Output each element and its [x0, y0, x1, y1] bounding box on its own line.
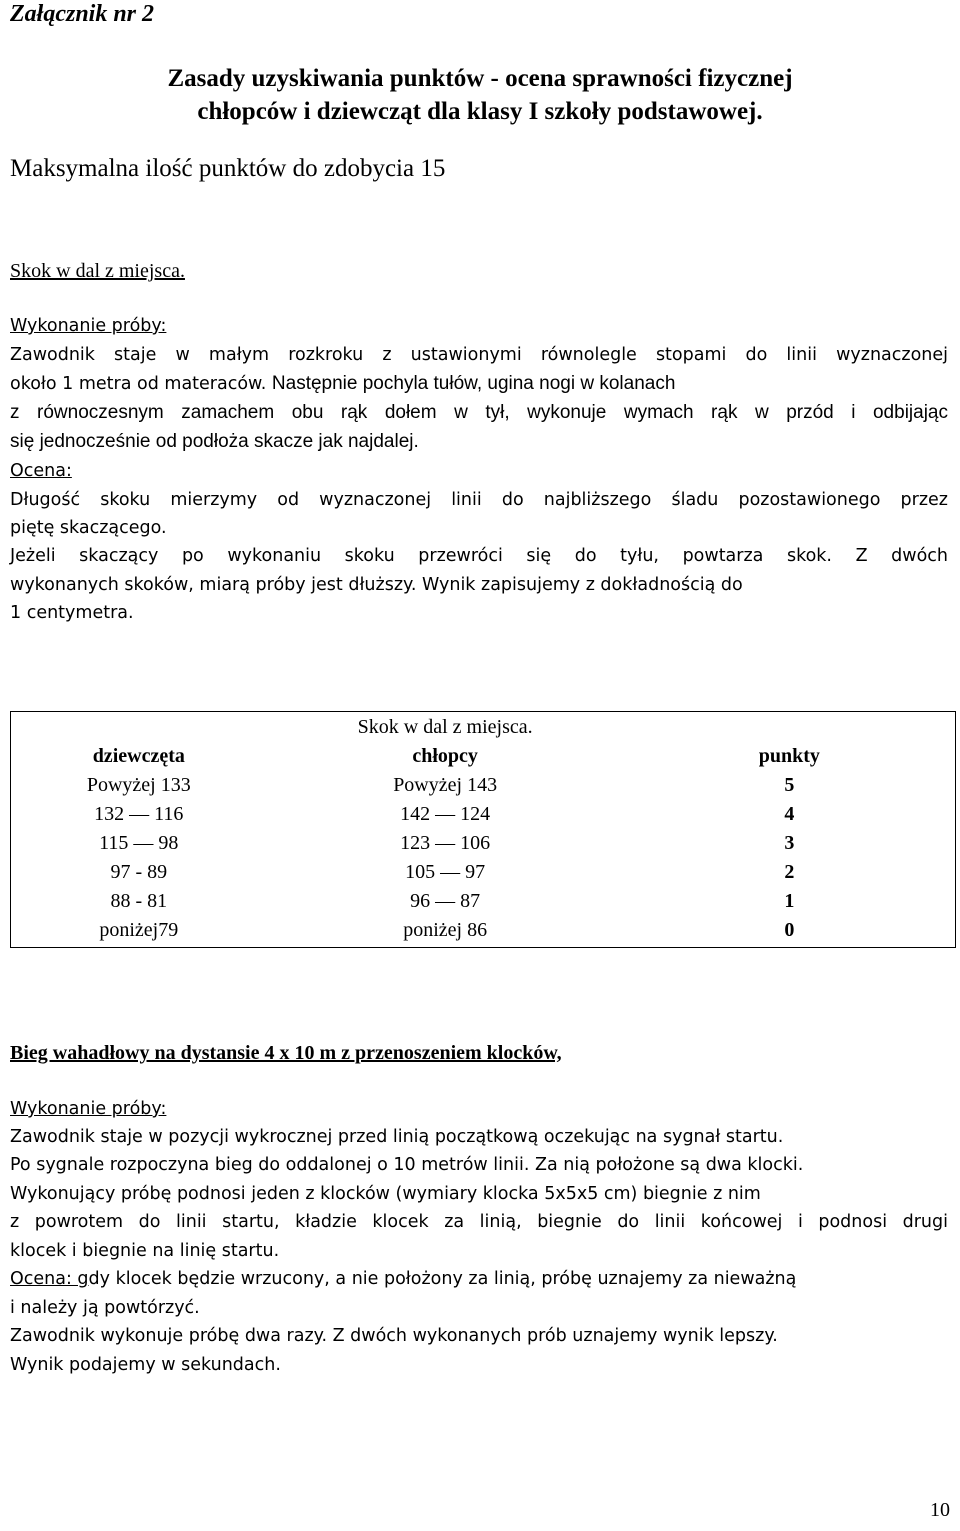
evaluation-line: Zawodnik wykonuje próbę dwa razy. Z dwóch wykonanych prób uznajemy wynik lepszy. — [10, 1326, 778, 1346]
procedure-label — [10, 1097, 166, 1121]
procedure-line-part: około 1 metra od materaców. — [10, 374, 267, 394]
table-caption-row — [11, 712, 956, 743]
procedure-line: Wykonujący próbę podnosi jeden z klocków (wymiary klocka 5x5x5 cm) biegnie z nim — [10, 1184, 761, 1204]
cell-points: 5 — [784, 774, 795, 796]
procedure-line: z powrotem do linii startu, kładzie klocek za linią, biegnie do linii końcowej i podnosi drugi — [10, 1212, 948, 1232]
evaluation-line: piętę skaczącego. — [10, 518, 167, 538]
cell-girls: Powyżej 133 — [86, 774, 191, 796]
cell-boys: Powyżej 143 — [393, 774, 498, 796]
table-row — [11, 829, 956, 858]
evaluation-line: Wynik podajemy w sekundach. — [10, 1355, 281, 1375]
table-caption-spacer — [624, 712, 956, 743]
procedure-line: Zawodnik staje w małym rozkroku z ustawionymi równolegle stopami do linii wyznaczonej — [10, 345, 948, 365]
cell-girls: 115 ― 98 — [99, 832, 179, 854]
page-number: 10 — [930, 1499, 950, 1521]
table-caption-spacer — [11, 712, 267, 743]
table-row — [11, 916, 956, 948]
header-girls: dziewczęta — [92, 745, 185, 767]
cell-points: 4 — [784, 803, 795, 825]
procedure-line-part: Następnie pochyla tułów, ugina nogi w kolanach — [271, 373, 676, 394]
scoring-table — [10, 711, 956, 948]
procedure-label-text: Wykonanie próby: — [10, 1099, 167, 1119]
procedure-label-text: Wykonanie próby: — [10, 316, 167, 336]
document-title-line-1: Zasady uzyskiwania punktów - ocena sprawności fizycznej — [167, 65, 793, 92]
cell-boys: 105 ― 97 — [405, 861, 486, 883]
evaluation-line: i należy ją powtórzyć. — [10, 1298, 200, 1318]
procedure-line: Po sygnale rozpoczyna bieg do oddalonej o 10 metrów linii. Za nią położone są dwa klocki. — [10, 1155, 804, 1175]
evaluation-label-text: Ocena: — [10, 461, 72, 481]
procedure-line: z równoczesnym zamachem obu rąk dołem w tył, wykonuje wymach rąk w przód i odbijając — [10, 402, 948, 423]
cell-girls: poniżej79 — [99, 919, 179, 941]
table-header-row — [11, 742, 956, 771]
procedure-line: klocek i biegnie na linię startu. — [10, 1241, 280, 1261]
table-row — [11, 858, 956, 887]
cell-boys: 96 ― 87 — [410, 890, 481, 912]
evaluation-line: wykonanych skoków, miarą próby jest dłuższy. Wynik zapisujemy z dokładnością do — [10, 575, 743, 595]
procedure-label — [10, 314, 166, 338]
table-row — [11, 887, 956, 916]
table-row — [11, 800, 956, 829]
section-heading-long-jump: Skok w dal z miejsca. — [10, 260, 185, 282]
section-heading-shuttle-run: Bieg wahadłowy na dystansie 4 x 10 m z przenoszeniem klocków, — [10, 1042, 562, 1064]
procedure-line: Zawodnik staje w pozycji wykrocznej przed linią początkową oczekując na sygnał startu. — [10, 1127, 784, 1147]
cell-boys: poniżej 86 — [403, 919, 488, 941]
table-caption: Skok w dal z miejsca. — [357, 716, 533, 738]
cell-points: 0 — [784, 919, 795, 941]
evaluation-text: dy klocek będzie wrzucony, a nie położony za linią, próbę uznajemy za nieważną — [88, 1269, 797, 1289]
cell-boys: 142 ― 124 — [400, 803, 491, 825]
evaluation-line: 1 centymetra. — [10, 603, 134, 623]
annex-label: Załącznik nr 2 — [10, 1, 155, 27]
header-points: punkty — [758, 745, 820, 767]
evaluation-line: Długość skoku mierzymy od wyznaczonej linii do najbliższego śladu pozostawionego przez — [10, 490, 948, 510]
evaluation-line — [10, 1267, 796, 1291]
cell-points: 1 — [784, 890, 795, 912]
document-title-line-2: chłopców i dziewcząt dla klasy I szkoły podstawowej. — [197, 98, 763, 125]
cell-girls: 88 - 81 — [110, 890, 168, 912]
cell-girls: 97 - 89 — [110, 861, 168, 883]
procedure-line: się jednocześnie od podłoża skacze jak najdalej. — [10, 431, 419, 452]
cell-girls: 132 ― 116 — [94, 803, 184, 825]
evaluation-line: Jeżeli skaczący po wykonaniu skoku przewróci się do tyłu, powtarza skok. Z dwóch — [10, 546, 948, 566]
max-points-text: Maksymalna ilość punktów do zdobycia 15 — [10, 155, 446, 182]
cell-boys: 123 ― 106 — [400, 832, 491, 854]
cell-points: 2 — [784, 861, 795, 883]
evaluation-label-text: Ocena: g — [10, 1269, 89, 1289]
cell-points: 3 — [784, 832, 795, 854]
procedure-line — [10, 372, 675, 396]
table-row — [11, 771, 956, 800]
evaluation-label — [10, 459, 72, 483]
header-boys: chłopcy — [412, 745, 478, 767]
